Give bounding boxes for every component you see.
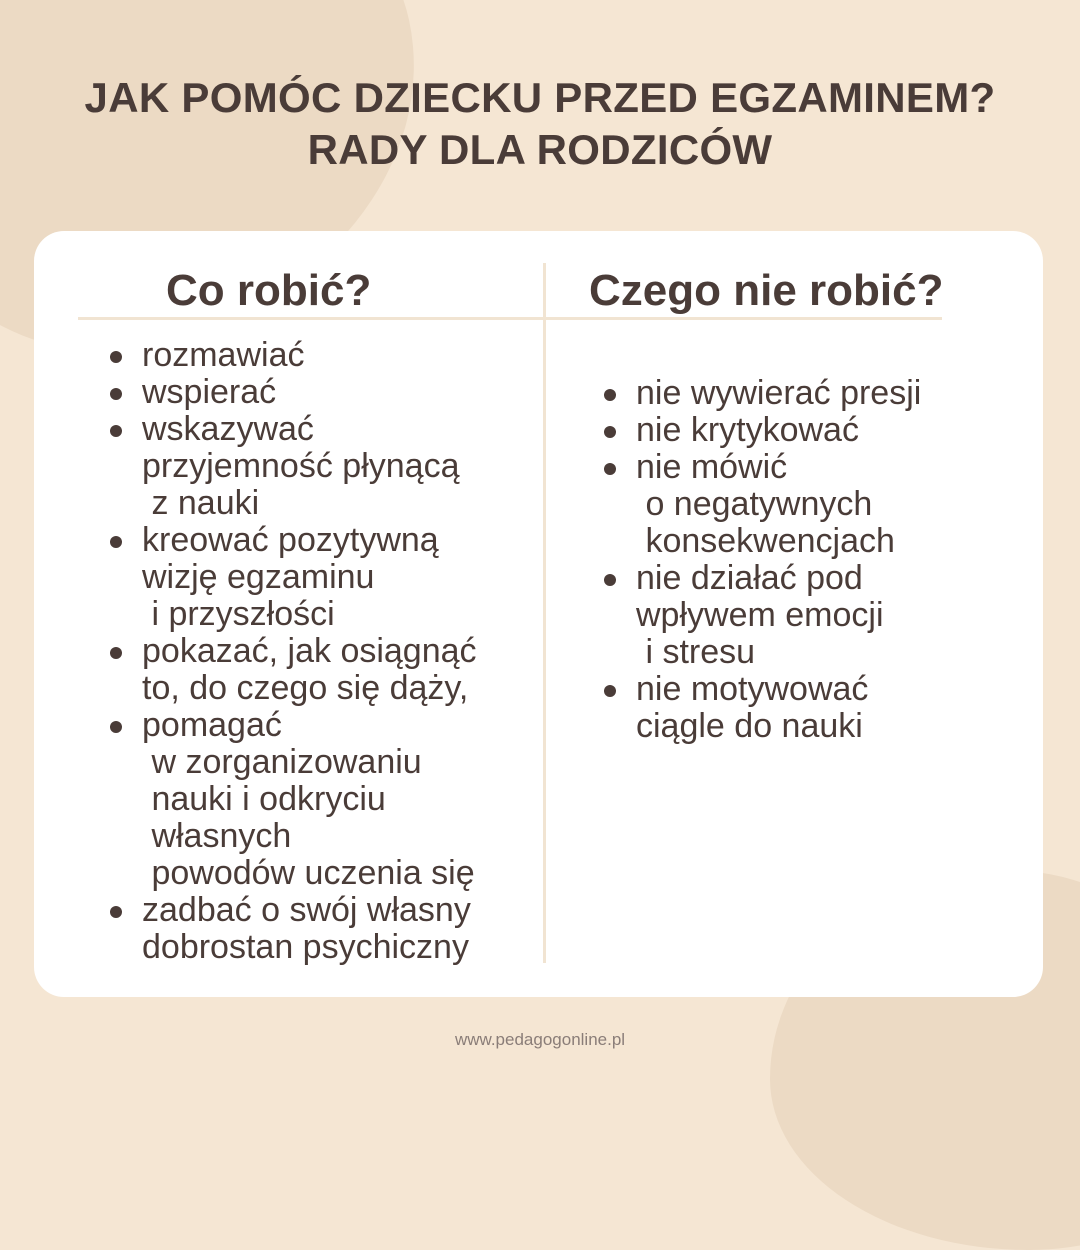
column-divider [543, 263, 546, 963]
bullet-icon [110, 906, 122, 918]
list-item-text: wspierać [142, 373, 277, 411]
list-item-text: nie motywować ciągle do nauki [636, 670, 869, 745]
list-item-text: nie mówić o negatywnych konsekwencjach [636, 448, 895, 560]
list-item [142, 633, 542, 707]
do-column-heading: Co robić? [166, 266, 372, 315]
list-item-text: rozmawiać [142, 336, 305, 374]
website-url: www.pedagogonline.pl [454, 1030, 626, 1049]
list-item [142, 892, 542, 966]
title-line-1: JAK POMÓC DZIECKU PRZED EGZAMINEM? [84, 74, 996, 121]
list-item-text: wskazywać przyjemność płynącą z nauki [142, 410, 460, 522]
list-item [636, 560, 1036, 671]
bullet-icon [604, 426, 616, 438]
bullet-icon [604, 685, 616, 697]
bullet-icon [604, 389, 616, 401]
title-line-2: RADY DLA RODZICÓW [307, 126, 773, 173]
bullet-icon [110, 351, 122, 363]
list-item-text: nie krytykować [636, 411, 859, 449]
bullet-icon [110, 721, 122, 733]
list-item [142, 411, 542, 522]
list-item-text: pomagać w zorganizowaniu nauki i odkryciu własnych powodów uczenia się [142, 706, 475, 892]
list-item [636, 412, 1036, 449]
dont-list [636, 375, 1036, 745]
list-item [636, 375, 1036, 412]
do-list [142, 337, 542, 966]
list-item-text: nie wywierać presji [636, 374, 922, 412]
list-item [142, 374, 542, 411]
dont-column-heading: Czego nie robić? [589, 266, 944, 315]
list-item [636, 671, 1036, 745]
bullet-icon [110, 647, 122, 659]
bullet-icon [604, 463, 616, 475]
list-item-text: nie działać pod wpływem emocji i stresu [636, 559, 884, 671]
bullet-icon [110, 388, 122, 400]
page-title [0, 72, 1080, 176]
list-item-text: kreować pozytywną wizję egzaminu i przyszłości [142, 521, 439, 633]
tips-card [34, 231, 1043, 997]
list-item [142, 337, 542, 374]
list-item [142, 522, 542, 633]
bullet-icon [604, 574, 616, 586]
list-item [636, 449, 1036, 560]
list-item [142, 707, 542, 892]
list-item-text: pokazać, jak osiągnąć to, do czego się dąży, [142, 632, 477, 707]
bullet-icon [110, 536, 122, 548]
list-item-text: zadbać o swój własny dobrostan psychiczny [142, 891, 471, 966]
bullet-icon [110, 425, 122, 437]
